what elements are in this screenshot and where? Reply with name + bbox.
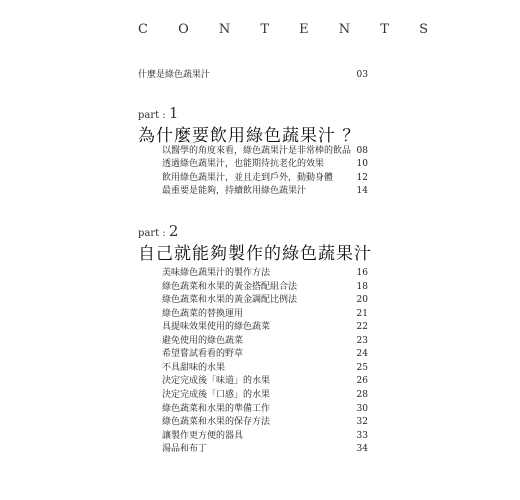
toc-entry-title: 美味綠色蔬果汁的製作方法	[162, 268, 271, 278]
toc-entry-page: 34	[356, 444, 368, 454]
toc-entry-title: 透過綠色蔬果汁，也能期待抗老化的效果	[162, 159, 325, 169]
toc-row[interactable]	[0, 281, 520, 294]
toc-row[interactable]	[0, 430, 520, 443]
toc-entry-page: 24	[356, 349, 368, 359]
toc-entry-page: 14	[356, 186, 368, 196]
toc-entry-page: 21	[356, 309, 368, 319]
toc-row[interactable]	[0, 443, 520, 456]
toc-entry-page: 20	[356, 295, 368, 305]
toc-row[interactable]	[0, 416, 520, 429]
toc-row[interactable]	[0, 172, 520, 185]
toc-row[interactable]	[0, 294, 520, 307]
toc-entry-page: 23	[356, 336, 368, 346]
toc-row[interactable]	[0, 267, 520, 280]
toc-entry-title: 什麼是綠色蔬果汁	[138, 70, 211, 80]
toc-entry-page: 26	[356, 376, 368, 386]
toc-entry-page: 16	[356, 268, 368, 278]
toc-row[interactable]	[0, 348, 520, 361]
part-2-title: 自己就能夠製作的綠色蔬果汁	[138, 244, 372, 264]
toc-entry-title: 避免使用的綠色蔬菜	[162, 336, 244, 346]
toc-entry-title: 最重要是能夠，持續飲用綠色蔬果汁	[162, 186, 307, 196]
toc-row[interactable]	[0, 403, 520, 416]
toc-entry-title: 不具甜味的水果	[162, 363, 226, 373]
part-1-title: 為什麼要飲用綠色蔬果汁 ？	[138, 126, 361, 146]
toc-entry-page: 28	[356, 390, 368, 400]
toc-row[interactable]	[0, 362, 520, 375]
toc-row[interactable]	[0, 335, 520, 348]
toc-row[interactable]	[0, 321, 520, 334]
toc-entry-page: 03	[356, 70, 368, 80]
toc-row[interactable]	[0, 389, 520, 402]
toc-entry-title: 綠色蔬菜的替換運用	[162, 309, 244, 319]
toc-row-intro[interactable]	[0, 69, 520, 82]
toc-entry-page: 18	[356, 282, 368, 292]
toc-row[interactable]	[0, 185, 520, 198]
toc-entry-title: 綠色蔬菜和水果的準備工作	[162, 404, 271, 414]
toc-row[interactable]	[0, 308, 520, 321]
toc-entry-title: 具提味效果使用的綠色蔬菜	[162, 322, 271, 332]
toc-entry-title: 湯品和布丁	[162, 444, 208, 454]
part-2-label	[138, 222, 178, 240]
toc-entry-page: 12	[356, 173, 368, 183]
contents-heading: C O N T E N T S	[138, 22, 442, 37]
part-prefix: part :	[138, 228, 169, 239]
part-1-label	[138, 104, 178, 122]
toc-entry-title: 決定完成後「口感」的水果	[162, 390, 271, 400]
toc-row[interactable]	[0, 375, 520, 388]
toc-entry-page: 10	[356, 159, 368, 169]
toc-entry-title: 希望嘗試看看的野草	[162, 349, 244, 359]
toc-entry-page: 32	[356, 417, 368, 427]
toc-entry-page: 08	[356, 146, 368, 156]
toc-row[interactable]	[0, 145, 520, 158]
toc-entry-title: 以醫學的角度來看，綠色蔬果汁是非常棒的飲品	[162, 146, 352, 156]
toc-entry-page: 22	[356, 322, 368, 332]
part-prefix: part :	[138, 110, 169, 121]
toc-entry-page: 33	[356, 431, 368, 441]
toc-entry-page: 25	[356, 363, 368, 373]
toc-entry-title: 決定完成後「味道」的水果	[162, 376, 271, 386]
toc-entry-title: 讓製作更方便的器具	[162, 431, 244, 441]
toc-entry-title: 綠色蔬菜和水果的黃金搭配組合法	[162, 282, 298, 292]
toc-entry-title: 綠色蔬菜和水果的保存方法	[162, 417, 271, 427]
toc-entry-page: 30	[356, 404, 368, 414]
toc-row[interactable]	[0, 158, 520, 171]
part-number: 2	[168, 222, 179, 240]
toc-entry-title: 飲用綠色蔬果汁，並且走到戶外，動動身體	[162, 173, 334, 183]
toc-entry-title: 綠色蔬菜和水果的黃金調配比例法	[162, 295, 298, 305]
part-number: 1	[168, 104, 179, 122]
